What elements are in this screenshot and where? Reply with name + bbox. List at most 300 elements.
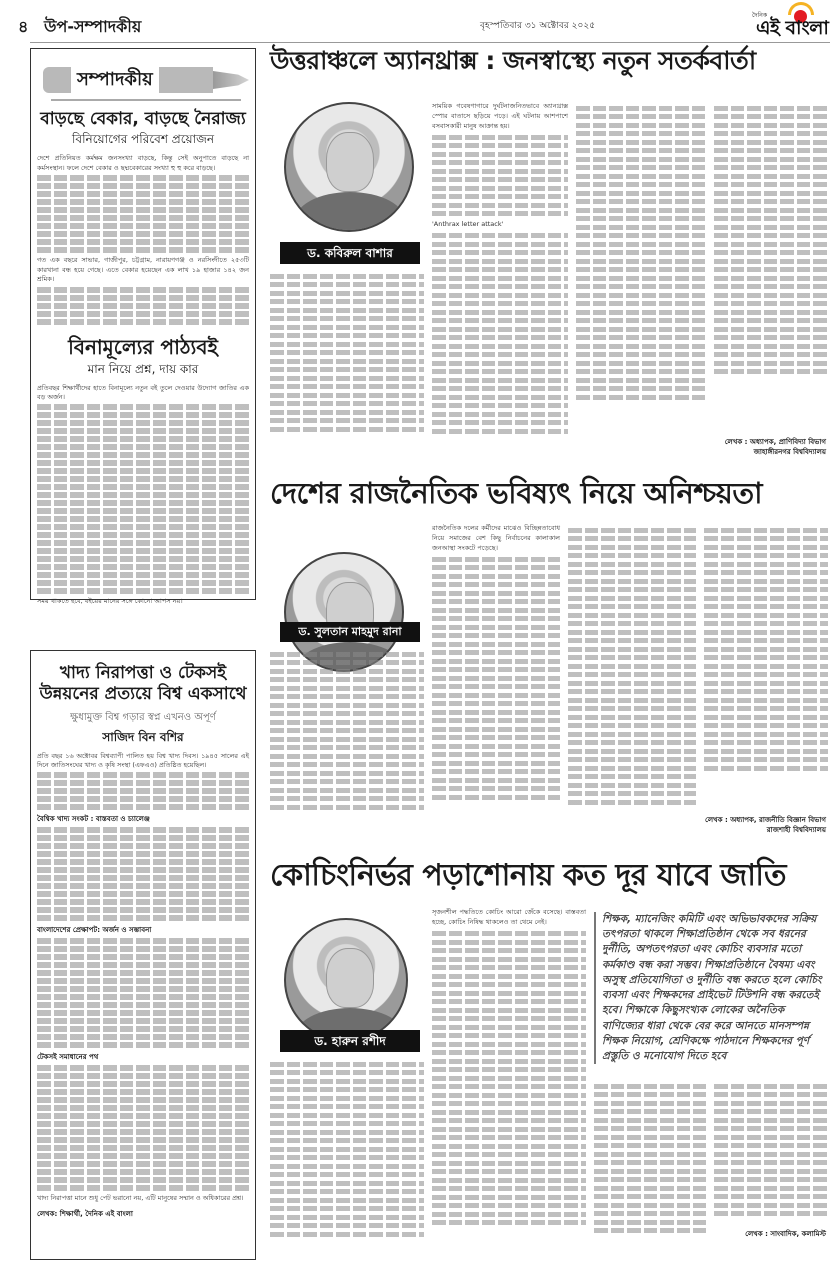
text-line (270, 805, 424, 810)
text-line (568, 715, 696, 720)
text-line (568, 630, 696, 635)
text-line (37, 404, 249, 410)
byline-institution: রাজশাহী বিশ্ববিদ্যালয় (766, 825, 826, 834)
text-line (714, 208, 828, 213)
text-line (37, 1026, 249, 1032)
text-line (37, 1121, 249, 1127)
text-line (432, 1212, 586, 1217)
text-line (432, 194, 568, 199)
text-line (432, 701, 560, 706)
article-column (432, 524, 560, 803)
article-anthrax (270, 46, 830, 466)
text-line (432, 369, 568, 374)
text-line (270, 686, 424, 691)
text-line (576, 208, 706, 213)
text-line (37, 564, 249, 570)
text-line (37, 580, 249, 586)
text-line (714, 250, 828, 255)
text-line (714, 369, 828, 374)
text-line (432, 1093, 586, 1098)
text-line (714, 1126, 828, 1131)
text-line (37, 287, 249, 293)
text-line (37, 556, 249, 562)
text-line (37, 207, 249, 213)
text-line (576, 284, 706, 289)
text-line (704, 553, 828, 558)
text-line (432, 169, 568, 174)
text-line (37, 1105, 249, 1111)
text-line (576, 395, 706, 400)
text-line (714, 327, 828, 332)
text-line (37, 1161, 249, 1167)
text-line (37, 588, 249, 594)
text-line (37, 239, 249, 245)
text-line (432, 160, 568, 165)
pull-quote: শিক্ষক, ম্যানেজিং কমিটি এবং অভিভাবকদের সক্রিয় তৎপরতা থাকলে শিক্ষাপ্রতিষ্ঠান থেকে সব ধরনের দুর্নীতি, অপতৎপরতা এবং কোচিং ব্যবসার মতো কর্মকাণ্ড বন্ধ করা সম্ভব। শিক্ষাপ্রতিষ্ঠানে বৈষম্য এবং অসুস্থ প্রতিযোগিতা ও দুর্নীতি বন্ধ করতে হলে কোচিং ব্যবসা এবং শিক্ষকদের প্রাইভেট টিউশনি বন্ধ করতেই হবে। শিক্ষাকে কিছুসংখ্যক লোকের অনৈতিক বাণিজ্যের ধারা থেকে বের করে আনতে মানসম্পন্ন শিক্ষক নিয়োগ, শ্রেণিকক্ষে পাঠদানে শিক্ষকদের পূর্ণ প্রস্তুতি ও মনোযোগ দিতে হবে (594, 912, 826, 1064)
text-line (432, 250, 568, 255)
text-line (37, 1153, 249, 1159)
text-line (714, 148, 828, 153)
text-line (432, 412, 568, 417)
text-line (714, 140, 828, 145)
text-line (432, 1178, 586, 1183)
text-line (714, 1109, 828, 1114)
text-line (594, 1109, 706, 1114)
text-line (432, 1042, 586, 1047)
text-line (568, 655, 696, 660)
text-line (704, 545, 828, 550)
text-line (270, 291, 424, 296)
text-line (714, 301, 828, 306)
text-line (432, 1135, 586, 1140)
text-line (37, 412, 249, 418)
text-line (432, 642, 560, 647)
text-line (568, 545, 696, 550)
text-line (432, 1161, 586, 1166)
text-line (37, 1065, 249, 1071)
text-line (432, 293, 568, 298)
editorial-subtitle: মান নিয়ে প্রশ্ন, দায় কার (87, 361, 199, 376)
text-line (704, 706, 828, 711)
text-line (270, 299, 424, 304)
text-line (568, 766, 696, 771)
text-line (568, 706, 696, 711)
text-line (432, 1110, 586, 1115)
text-line (270, 350, 424, 355)
text-line (270, 1164, 424, 1169)
text-line (432, 395, 568, 400)
text-line (432, 1067, 586, 1072)
text-line (704, 766, 828, 771)
text-line (270, 1104, 424, 1109)
text-line (432, 242, 568, 247)
text-line (432, 429, 568, 434)
text-line (432, 211, 568, 216)
text-line (37, 215, 249, 221)
text-line (270, 737, 424, 742)
text-line (714, 318, 828, 323)
text-line (576, 106, 706, 111)
text-line (576, 327, 706, 332)
text-line (432, 267, 568, 272)
editorial-lead: প্রতিবছর শিক্ষার্থীদের হাতে বিনামূল্যে নতুন বই তুলে দেওয়ার উদ্যোগ জাতির এক বড় অর্জন। (37, 383, 249, 401)
text-line (37, 899, 249, 905)
text-line (568, 783, 696, 788)
text-line (432, 676, 560, 681)
text-line (432, 565, 560, 570)
text-line (37, 311, 249, 317)
text-line (432, 361, 568, 366)
text-line (432, 948, 586, 953)
issue-date: বৃহস্পতিবার ৩১ অক্টোবর ২০২৫ (480, 21, 596, 31)
text-line (37, 1081, 249, 1087)
text-line (576, 191, 706, 196)
byline-institution: জাহাঙ্গীরনগর বিশ্ববিদ্যালয় (753, 447, 826, 456)
text-line (37, 780, 249, 786)
text-line (270, 359, 424, 364)
text-line (270, 342, 424, 347)
text-line (576, 344, 706, 349)
text-line (714, 335, 828, 340)
text-line (576, 250, 706, 255)
newspaper-logo[interactable] (752, 2, 828, 40)
text-line (432, 143, 568, 148)
text-line (704, 749, 828, 754)
text-line (432, 974, 586, 979)
text-line (37, 452, 249, 458)
text-line (568, 791, 696, 796)
text-line (432, 769, 560, 774)
text-line (432, 957, 586, 962)
text-line (432, 667, 560, 672)
text-line (432, 659, 560, 664)
text-line (432, 1186, 586, 1191)
text-line (270, 1215, 424, 1220)
text-line (576, 216, 706, 221)
text-line (270, 418, 424, 423)
text-line (714, 242, 828, 247)
text-line (432, 761, 560, 766)
text-line (714, 361, 828, 366)
text-line (576, 233, 706, 238)
author-name: ড. কবিরুল বাশার (280, 242, 420, 264)
text-line (568, 638, 696, 643)
text-line (594, 1092, 706, 1097)
text-line (432, 403, 568, 408)
text-line (37, 843, 249, 849)
op-ed-subheading: টেকসই সমাধানের পথ (37, 1053, 99, 1062)
masthead (0, 0, 833, 42)
text-line (432, 327, 568, 332)
text-line (37, 199, 249, 205)
text-line (270, 796, 424, 801)
text-line (432, 1195, 586, 1200)
op-ed-title[interactable]: খাদ্য নিরাপত্তা ও টেকসই উন্নয়নের প্রত্যয়ে বিশ্ব একসাথে (39, 663, 247, 705)
text-line (568, 621, 696, 626)
article-column (594, 1080, 706, 1237)
text-line (576, 182, 706, 187)
text-line (704, 698, 828, 703)
text-line (714, 1211, 828, 1216)
article-column (714, 102, 828, 378)
text-line (594, 1220, 706, 1225)
text-line (576, 378, 706, 383)
text-line (576, 310, 706, 315)
text-line (714, 216, 828, 221)
article-lead: রাজনৈতিক দলের কর্মীদের মাঝেও বিচ্ছিন্নতাবোধ নিয়ে সমাজের বেশ কিছু নির্বাচনের কালাকাল জনআস্থা সংকটে পড়েছে। (432, 524, 560, 552)
op-ed-subheading: বৈশ্বিক খাদ্য সংকট : বাস্তবতা ও চ্যালেঞ্জ (37, 815, 150, 824)
text-line (568, 740, 696, 745)
text-line (568, 647, 696, 652)
text-line (270, 779, 424, 784)
text-line (432, 1050, 586, 1055)
text-line (432, 186, 568, 191)
text-line (37, 231, 249, 237)
text-line (270, 754, 424, 759)
text-line (270, 1172, 424, 1177)
text-line (432, 710, 560, 715)
text-line (704, 579, 828, 584)
article-column (704, 524, 828, 774)
text-line (568, 579, 696, 584)
text-line (432, 344, 568, 349)
text-line (270, 771, 424, 776)
text-line (432, 335, 568, 340)
text-line (37, 938, 249, 944)
editorial-box (30, 48, 256, 606)
text-line (576, 174, 706, 179)
text-line (432, 1144, 586, 1149)
editorial-title[interactable]: বিনামূল্যের পাঠ্যবই (68, 334, 218, 359)
text-line (714, 310, 828, 315)
text-line (432, 1084, 586, 1089)
text-line (432, 591, 560, 596)
text-line (270, 1062, 424, 1067)
text-line (270, 1232, 424, 1237)
text-line (37, 1018, 249, 1024)
text-line (432, 650, 560, 655)
text-line (432, 1008, 586, 1013)
article-byline (745, 1230, 826, 1240)
text-line (432, 991, 586, 996)
text-line (594, 1152, 706, 1157)
text-line (37, 484, 249, 490)
text-line (37, 1113, 249, 1119)
text-line (432, 718, 560, 723)
text-line (568, 681, 696, 686)
text-line (37, 508, 249, 514)
text-line (37, 1137, 249, 1143)
text-line (594, 1126, 706, 1131)
text-line (37, 1089, 249, 1095)
article-column (432, 908, 586, 1229)
text-line (432, 608, 560, 613)
text-line (568, 587, 696, 592)
text-line (37, 428, 249, 434)
text-line (432, 1016, 586, 1021)
text-line (432, 633, 560, 638)
text-line (37, 1097, 249, 1103)
text-line (704, 740, 828, 745)
text-line (568, 723, 696, 728)
text-line (594, 1203, 706, 1208)
text-line (37, 867, 249, 873)
text-line (37, 444, 249, 450)
text-line (37, 970, 249, 976)
text-line (704, 689, 828, 694)
text-line (594, 1143, 706, 1148)
text-line (432, 557, 560, 562)
text-line (704, 562, 828, 567)
text-line (576, 165, 706, 170)
text-line (270, 1079, 424, 1084)
article-lead: সৃজনশীল পদ্ধতিতে কোচিং আরো জেঁকে বসেছে। বাস্তবতা হচ্ছে, কোচিং নিষিদ্ধ থাকলেও তা থেমে নেই। (432, 908, 586, 926)
text-line (37, 891, 249, 897)
text-line (714, 344, 828, 349)
text-line (37, 978, 249, 984)
text-line (432, 574, 560, 579)
text-line (576, 318, 706, 323)
text-line (37, 994, 249, 1000)
article-politics (270, 476, 830, 852)
text-line (432, 625, 560, 630)
text-line (270, 308, 424, 313)
editorial-excerpt: গত এক বছরে সাভার, গাজীপুর, চট্টগ্রাম, নারায়ণগঞ্জ ও নরসিংদীতে ২৫৩টি কারখানা বন্ধ হয়ে গেছে। এতে বেকার হয়েছেন এক লাখ ১৯ হাজার ১৪২ জন শ্রমিক। (37, 256, 249, 284)
text-line (270, 1138, 424, 1143)
text-line (568, 596, 696, 601)
text-line (37, 247, 249, 253)
text-line (270, 1113, 424, 1118)
text-line (432, 582, 560, 587)
text-line (432, 386, 568, 391)
text-line (714, 1152, 828, 1157)
text-line (704, 528, 828, 533)
text-line (568, 757, 696, 762)
text-line (270, 762, 424, 767)
text-line (270, 427, 424, 432)
text-line (568, 774, 696, 779)
text-line (270, 367, 424, 372)
op-ed-closing: খাদ্য নিরাপত্তা মানে শুধু পেট ভরানো নয়, এটি মানুষের সম্মান ও অধিকারের প্রশ্ন। (37, 1194, 244, 1203)
author-name: ড. সুলতান মাহমুদ রানা (280, 622, 420, 642)
text-line (594, 1228, 706, 1233)
text-line (37, 1034, 249, 1040)
text-line (714, 174, 828, 179)
article-headline[interactable]: উত্তরাঞ্চলে অ্যানথ্রাক্স : জনস্বাস্থ্যে নতুন সতর্কবার্তা (270, 46, 756, 75)
text-line (576, 114, 706, 119)
text-line (37, 500, 249, 506)
text-line (714, 1194, 828, 1199)
text-line (704, 664, 828, 669)
text-line (568, 562, 696, 567)
article-column (432, 102, 568, 437)
article-headline[interactable]: দেশের রাজনৈতিক ভবিষ্যৎ নিয়ে অনিশ্চয়তা (270, 476, 763, 510)
text-line (37, 420, 249, 426)
text-line (37, 319, 249, 325)
text-line (432, 786, 560, 791)
text-line (270, 1096, 424, 1101)
text-line (714, 157, 828, 162)
text-line (568, 800, 696, 805)
editorial-title[interactable]: বাড়ছে বেকার, বাড়ছে নৈরাজ্য (40, 109, 246, 129)
article-column (270, 270, 424, 435)
text-line (432, 931, 586, 936)
text-line (576, 361, 706, 366)
text-line (704, 655, 828, 660)
text-line (704, 604, 828, 609)
text-line (432, 940, 586, 945)
text-line (432, 284, 568, 289)
text-line (704, 757, 828, 762)
text-line (37, 1129, 249, 1135)
text-line (432, 599, 560, 604)
text-line (704, 570, 828, 575)
text-line (432, 318, 568, 323)
text-line (432, 684, 560, 689)
text-line (714, 182, 828, 187)
text-line (432, 1025, 586, 1030)
text-line (594, 1211, 706, 1216)
text-line (568, 604, 696, 609)
text-line (714, 191, 828, 196)
text-line (432, 982, 586, 987)
text-line (432, 1169, 586, 1174)
text-line (270, 1155, 424, 1160)
text-line (37, 986, 249, 992)
text-line (432, 744, 560, 749)
text-line (714, 165, 828, 170)
text-line (270, 325, 424, 330)
editorial-lead: দেশে প্রতিনিয়ত কর্মক্ষম জনসংখ্যা বাড়ছে, কিন্তু সেই অনুপাতে বাড়ছে না কর্মসংস্থান। ফলে দেশে বেকার ও ছদ্মবেকারের সংখ্যা হু হু করে বাড়ছে। (37, 154, 249, 172)
text-line (37, 183, 249, 189)
text-line (704, 621, 828, 626)
text-line (37, 875, 249, 881)
article-column (568, 524, 696, 808)
text-line (576, 335, 706, 340)
article-headline[interactable]: কোচিংনির্ভর পড়াশোনায় কত দূর যাবে জাতি (270, 858, 787, 893)
text-line (714, 1092, 828, 1097)
text-line (568, 664, 696, 669)
text-line (704, 587, 828, 592)
text-line (270, 711, 424, 716)
text-line (576, 140, 706, 145)
text-line (714, 1135, 828, 1140)
text-line (432, 233, 568, 238)
text-line (432, 152, 568, 157)
banner-underline (51, 99, 241, 101)
text-line (576, 293, 706, 298)
text-line (37, 962, 249, 968)
text-line (594, 1177, 706, 1182)
text-line (37, 476, 249, 482)
article-column (576, 102, 706, 403)
text-line (270, 1147, 424, 1152)
section-name: উপ-সম্পাদকীয় (44, 17, 142, 36)
text-line (704, 596, 828, 601)
text-line (568, 689, 696, 694)
text-line (37, 1169, 249, 1175)
text-line (714, 123, 828, 128)
text-line (270, 1181, 424, 1186)
text-line (37, 572, 249, 578)
text-line (270, 720, 424, 725)
text-line (37, 827, 249, 833)
text-line (37, 548, 249, 554)
text-line (704, 732, 828, 737)
text-line (704, 723, 828, 728)
text-line (270, 1130, 424, 1135)
article-column (270, 1058, 424, 1240)
